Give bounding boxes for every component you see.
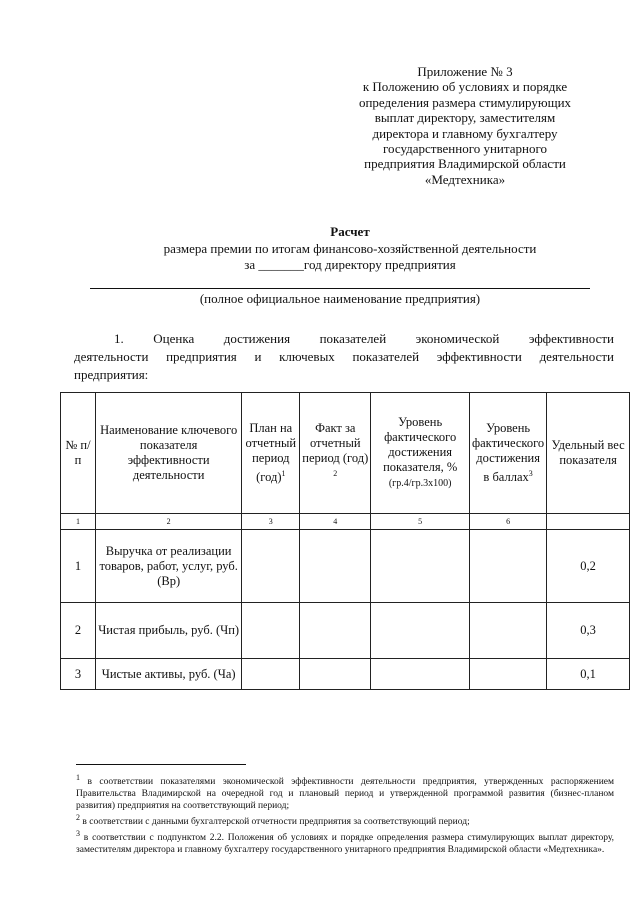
header-fact [300, 393, 371, 514]
header-fact-text: Факт за отчетный период (год) [302, 420, 369, 465]
subtitle-line: за _______год директору предприятия [244, 257, 456, 272]
header-name: Наименование ключевого показателя эффективности деятельности [95, 393, 241, 514]
footnote-mark: 2 [76, 813, 80, 823]
table-row [61, 530, 630, 603]
footnote-mark: 1 [281, 468, 286, 478]
appendix-line: директора и главному бухгалтеру [372, 125, 558, 141]
header-level-pct [371, 393, 470, 514]
row-level-pts [470, 530, 547, 603]
table-header-row [61, 393, 630, 514]
column-number: 3 [242, 514, 300, 530]
paragraph-line: предприятия: [74, 367, 149, 382]
column-number: 4 [300, 514, 371, 530]
row-weight: 0,2 [547, 530, 630, 603]
appendix-line: «Медтехника» [424, 171, 506, 187]
header-level-pts-text: Уровень фактического достижения в баллах [472, 420, 545, 485]
row-indicator: Выручка от реализации товаров, работ, услуг, руб. (Вр) [95, 530, 241, 603]
appendix-line: к Положению об условиях и порядке [362, 79, 568, 95]
header-weight: Удельный вес показателя [547, 393, 630, 514]
header-plan-text: План на отчетный период (год) [245, 420, 297, 485]
row-fact [300, 603, 371, 659]
enterprise-name-caption: (полное официальное наименование предприятия) [199, 291, 481, 306]
row-level-pts [470, 603, 547, 659]
appendix-line: определения размера стимулирующих [358, 94, 572, 110]
column-number-row [61, 514, 630, 530]
footnote-1 [76, 772, 614, 812]
appendix-line: Приложение № 3 [417, 64, 513, 79]
calculation-title: Расчет [330, 224, 370, 239]
footnote-mark: 3 [528, 468, 533, 478]
header-num: № п/п [61, 393, 96, 514]
column-number [547, 514, 630, 530]
footnote-2 [76, 812, 614, 828]
column-number: 2 [95, 514, 241, 530]
column-number: 6 [470, 514, 547, 530]
calculation-subtitle [0, 241, 640, 273]
table-row [61, 659, 630, 690]
paragraph-line: 1. Оценка достижения показателей экономической эффективности [114, 331, 614, 346]
footnote-text: в соответствии с подпунктом 2.2. Положения об условиях и порядке определения размера стимулирующих выплат директору, заместителям директора и главному бухгалтеру государственного унитарного предприятия Владимирской области «Медтехника». [76, 833, 614, 856]
header-level-pts [470, 393, 547, 514]
row-fact [300, 659, 371, 690]
column-number: 1 [61, 514, 96, 530]
header-plan [242, 393, 300, 514]
row-plan [242, 530, 300, 603]
footnotes [76, 772, 614, 856]
paragraph-line: деятельности предприятия и ключевых показателей эффективности деятельности [74, 349, 614, 364]
row-plan [242, 659, 300, 690]
footnote-mark: 1 [76, 773, 80, 782]
enterprise-name-line [90, 288, 590, 289]
row-level-pct [371, 603, 470, 659]
row-level-pct [371, 659, 470, 690]
row-indicator: Чистая прибыль, руб. (Чп) [95, 603, 241, 659]
row-num: 2 [61, 603, 96, 659]
footnote-text: в соответствии с данными бухгалтерской отчетности предприятия за соответствующий период; [82, 817, 470, 828]
row-num: 3 [61, 659, 96, 690]
appendix-line: выплат директору, заместителям [374, 110, 556, 126]
row-weight: 0,3 [547, 603, 630, 659]
footnote-text: в соответствии показателями экономической эффективности деятельности предприятия, утвержденных распоряжением Правительства Владимирской на очередной год и плановый период и утвержденной программой развития (бизнес-планом развития) предприятия на соответствующий период; [76, 777, 615, 812]
row-level-pts [470, 659, 547, 690]
header-formula: (гр.4/гр.3х100) [388, 478, 452, 489]
subtitle-line: размера премии по итогам финансово-хозяйственной деятельности [163, 241, 537, 256]
footnote-3 [76, 828, 614, 856]
row-indicator: Чистые активы, руб. (Ча) [95, 659, 241, 690]
appendix-line: государственного унитарного [383, 141, 547, 157]
footnote-mark: 3 [76, 829, 80, 839]
appendix-header [340, 64, 590, 187]
table-row [61, 603, 630, 659]
column-number: 5 [371, 514, 470, 530]
row-plan [242, 603, 300, 659]
footnote-mark: 2 [333, 468, 338, 478]
row-level-pct [371, 530, 470, 603]
row-weight: 0,1 [547, 659, 630, 690]
section-paragraph [74, 330, 614, 384]
row-fact [300, 530, 371, 603]
row-num: 1 [61, 530, 96, 603]
kpi-table [60, 392, 630, 690]
header-level-pct-text: Уровень фактического достижения показателя, % [383, 415, 458, 474]
appendix-line: предприятия Владимирской области [364, 156, 566, 172]
footnote-separator [76, 764, 246, 765]
